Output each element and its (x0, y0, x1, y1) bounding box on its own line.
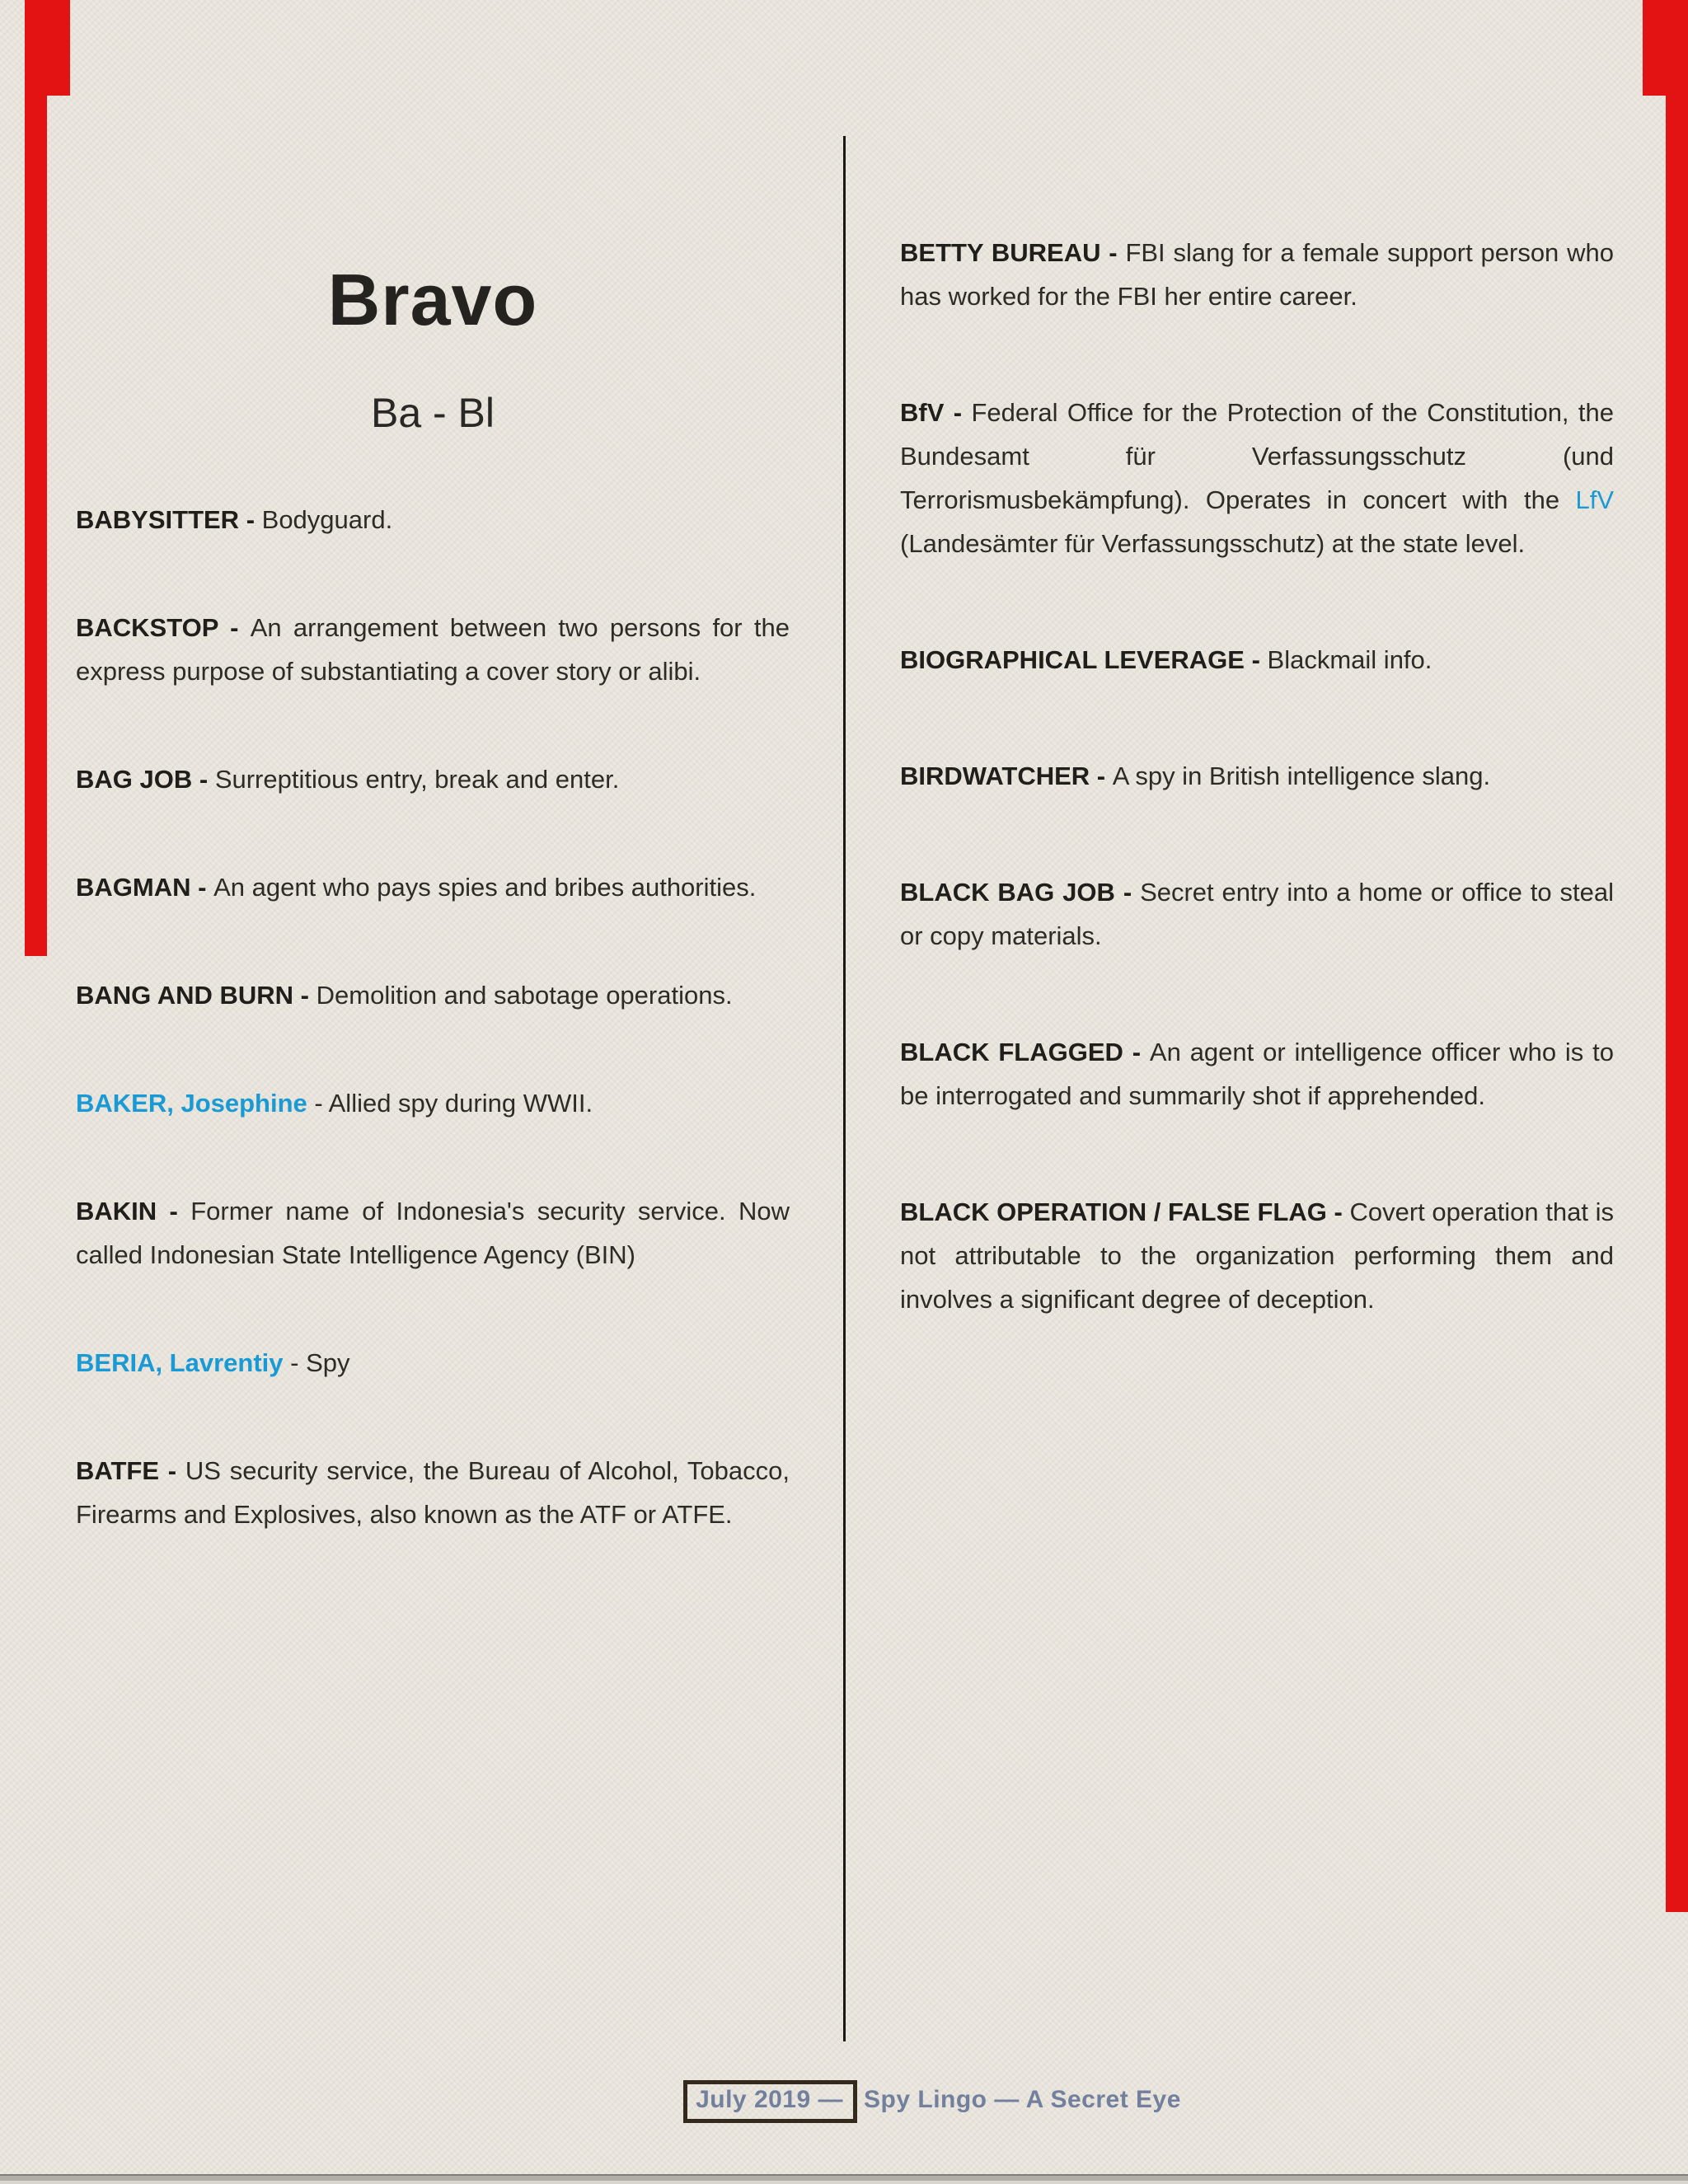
page-bottom-shadow-bar (0, 2174, 1688, 2184)
term-bakin: BAKIN (76, 1197, 157, 1226)
term-separator: - (1090, 762, 1113, 790)
term-black-bag-job: BLACK BAG JOB (900, 878, 1115, 907)
term-black-flagged: BLACK FLAGGED (900, 1038, 1123, 1066)
glossary-entry-black-bag-job (900, 870, 1614, 958)
glossary-entry-babysitter (76, 498, 790, 541)
page-edge-red-stripe-right (1666, 0, 1688, 1912)
footer-stamp (0, 2080, 1688, 2123)
definition-text: US security service, the Bureau of Alcohol, Tobacco, Firearms and Explosives, also known as the ATF or ATFE. (76, 1456, 790, 1530)
glossary-entry-bang-and-burn (76, 973, 790, 1017)
column-divider-line (843, 136, 846, 2041)
term-separator: - (239, 505, 262, 535)
definition-text: Federal Office for the Protection of the Constitution, the Bundesamt für Verfassungsschutz (und Terrorismusbekämpfung). Operates in concert with the (900, 398, 1614, 514)
glossary-entry-black-operation-false-flag (900, 1190, 1614, 1321)
definition-text: Demolition and sabotage operations. (316, 981, 733, 1010)
term-bfv: BfV (900, 398, 945, 427)
term-separator: - (1100, 238, 1126, 267)
definition-text: Allied spy during WWII. (328, 1089, 593, 1118)
term-bagman: BAGMAN (76, 873, 191, 902)
term-bag-job: BAG JOB (76, 765, 193, 794)
page-range-subtitle: Ba - Bl (370, 390, 495, 437)
term-batfe: BATFE (76, 1456, 160, 1486)
inline-link-lfv[interactable]: LfV (1575, 485, 1614, 514)
definition-text: Former name of Indonesia's security service. Now called Indonesian State Intelligence Agency (BIN) (76, 1197, 790, 1270)
footer-publication-label: Spy Lingo — A Secret Eye (864, 2086, 1181, 2113)
definition-text: Covert operation that is not attributable to the organization performing them and involves a significant degree of deception. (900, 1197, 1614, 1314)
glossary-entry-bagman (76, 865, 790, 909)
term-separator: - (1123, 1038, 1150, 1066)
left-entries (76, 498, 790, 1536)
glossary-entry-betty-bureau (900, 231, 1614, 318)
term-biographical-leverage: BIOGRAPHICAL LEVERAGE (900, 645, 1245, 674)
glossary-entry-baker-josephine (76, 1081, 790, 1125)
definition-text: An arrangement between two persons for the express purpose of substantiating a cover story or alibi. (76, 613, 790, 687)
page-edge-red-stripe-left (25, 0, 47, 956)
term-separator: - (157, 1197, 191, 1226)
definition-text: Spy (306, 1348, 350, 1378)
definition-text: (Landesämter für Verfassungsschutz) at the state level. (900, 529, 1526, 558)
term-separator: - (307, 1089, 329, 1118)
term-separator: - (944, 398, 972, 427)
glossary-entry-bfv (900, 391, 1614, 565)
term-separator: - (190, 873, 214, 902)
term-birdwatcher: BIRDWATCHER (900, 762, 1090, 790)
term-separator: - (192, 765, 215, 794)
term-separator: - (1326, 1197, 1350, 1226)
term-separator: - (1244, 645, 1268, 674)
term-separator: - (283, 1348, 307, 1378)
definition-text: An agent who pays spies and bribes authorities. (213, 873, 757, 902)
left-column (76, 0, 790, 1601)
glossary-entry-batfe (76, 1449, 790, 1536)
definition-text: Surreptitious entry, break and enter. (214, 765, 620, 794)
term-separator: - (218, 613, 251, 643)
term-babysitter: BABYSITTER (76, 505, 240, 535)
right-column (900, 231, 1614, 1394)
term-bang-and-burn: BANG AND BURN (76, 981, 294, 1010)
definition-text: A spy in British intelligence slang. (1112, 762, 1491, 790)
definition-text: Secret entry into a home or office to steal or copy materials. (900, 878, 1614, 950)
glossary-entry-backstop (76, 606, 790, 693)
page-title: Bravo (327, 259, 538, 340)
glossary-entry-beria-lavrentiy (76, 1341, 790, 1385)
definition-text: An agent or intelligence officer who is to be interrogated and summarily shot if apprehended. (900, 1038, 1614, 1110)
term-link-baker-josephine[interactable]: BAKER, Josephine (76, 1089, 307, 1118)
term-backstop: BACKSTOP (76, 613, 218, 643)
definition-text: FBI slang for a female support person who has worked for the FBI her entire career. (900, 238, 1614, 311)
term-link-beria-lavrentiy[interactable]: BERIA, Lavrentiy (76, 1348, 284, 1378)
footer-date-box: July 2019 — (683, 2080, 857, 2123)
term-black-operation-false-flag: BLACK OPERATION / FALSE FLAG (900, 1197, 1327, 1226)
term-betty-bureau: BETTY BUREAU (900, 238, 1101, 267)
glossary-entry-biographical-leverage (900, 638, 1614, 682)
glossary-entry-bakin (76, 1189, 790, 1277)
glossary-entry-birdwatcher (900, 754, 1614, 798)
term-separator: - (293, 981, 316, 1010)
definition-text: Blackmail info. (1267, 645, 1432, 674)
glossary-entry-black-flagged (900, 1030, 1614, 1118)
glossary-entry-bag-job (76, 757, 790, 801)
term-separator: - (1114, 878, 1141, 907)
term-separator: - (159, 1456, 185, 1486)
definition-text: Bodyguard. (261, 505, 393, 535)
